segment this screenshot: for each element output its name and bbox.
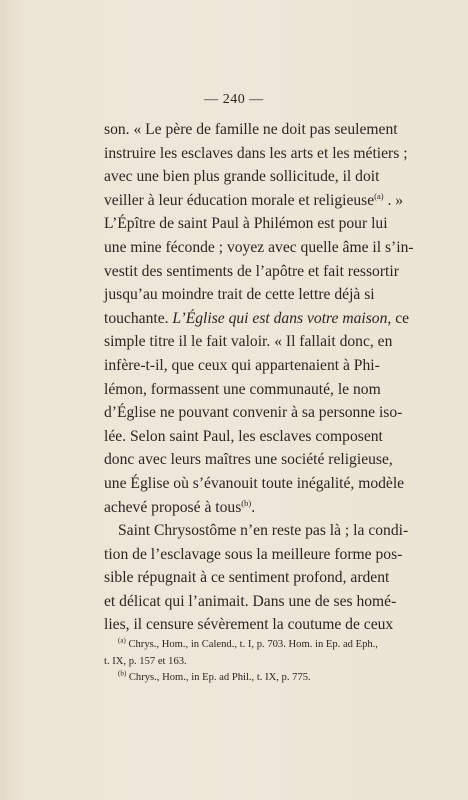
text-line <box>104 283 375 307</box>
page-number: — 240 — <box>204 92 264 107</box>
text-line <box>104 307 410 331</box>
text-segment: sible répugnait à ce sentiment profond, ardent <box>104 569 390 587</box>
text-segment: L’Épître de saint Paul à Philémon est pour lui <box>104 215 388 233</box>
text-line <box>104 354 380 378</box>
footnote-text: Chrys., Hom., in Calend., t. I, p. 703. Hom. in Ep. ad Eph., <box>128 639 378 650</box>
text-segment: donc avec leurs maîtres une société religieuse, <box>104 451 393 469</box>
text-segment: son. « Le père de famille ne doit pas seulement <box>104 121 398 138</box>
text-segment: jusqu’au moindre trait de cette lettre déjà si <box>104 286 375 304</box>
text-segment: lée. Selon saint Paul, les esclaves composent <box>104 427 383 445</box>
text-line <box>104 212 388 236</box>
text-segment: Saint Chrysostôme n’en reste pas là ; la condi- <box>118 522 409 540</box>
footnote-mark: (b) <box>118 669 127 678</box>
text-segment: . <box>251 498 256 516</box>
text-line <box>104 165 380 189</box>
text-segment: avec une bien plus grande sollicitude, il doit <box>104 168 380 186</box>
italic-quote: L’Église qui est dans votre maison <box>172 309 388 327</box>
footnote-reference: (a) <box>374 190 384 201</box>
text-segment: une Église où s’évanouit toute inégalité, modèle <box>104 474 405 492</box>
text-line <box>104 378 381 402</box>
text-segment: lémon, formassent une communauté, le nom <box>104 380 381 398</box>
text-segment: tion de l’esclavage sous la meilleure forme pos- <box>104 545 403 563</box>
text-segment: infère-t-il, que ceux qui appartenaient à Phi- <box>104 356 380 374</box>
text-line <box>104 142 408 166</box>
text-line <box>104 260 399 284</box>
text-line <box>104 425 383 449</box>
text-segment: . » <box>383 191 404 209</box>
footnotes <box>104 636 378 687</box>
footnote-reference: (b) <box>241 497 252 508</box>
text-segment: d’Église ne pouvant convenir à sa personne iso- <box>104 404 403 422</box>
text-segment: lies, il censure sévèrement la coutume de ceux <box>104 616 394 634</box>
body-text <box>104 118 414 637</box>
text-segment: achevé proposé à tous <box>104 498 242 516</box>
text-segment: simple titre il le fait valoir. « Il fallait donc, en <box>104 333 393 351</box>
text-line <box>104 496 370 520</box>
text-segment: , ce <box>387 309 410 327</box>
text-line <box>104 590 397 614</box>
text-segment: vestit des sentiments de l’apôtre et fait ressortir <box>104 262 399 280</box>
footnote-line <box>104 670 370 687</box>
text-line <box>104 543 403 567</box>
text-line <box>104 448 393 472</box>
text-line <box>104 519 409 543</box>
text-line <box>104 472 405 496</box>
text-segment: une mine féconde ; voyez avec quelle âme il s’in- <box>104 238 414 256</box>
footnote-line <box>104 654 370 671</box>
text-line <box>104 566 390 590</box>
text-line <box>104 236 414 260</box>
footnote-mark: (a) <box>118 636 126 645</box>
text-segment: veiller à leur éducation morale et religieuse <box>104 191 375 209</box>
text-line <box>104 189 404 213</box>
footnote-text: Chrys., Hom., in Ep. ad Phil., t. IX, p. 775. <box>128 672 311 683</box>
footnote-text: t. IX, p. 157 et 163. <box>104 655 187 667</box>
text-segment: et délicat qui l’animait. Dans une de ses homé- <box>104 592 397 610</box>
text-line <box>104 613 394 637</box>
footnote-line <box>104 636 378 654</box>
text-line <box>104 401 403 425</box>
text-line <box>104 118 398 142</box>
text-line <box>104 330 393 354</box>
text-segment: touchante. <box>104 309 173 327</box>
text-segment: instruire les esclaves dans les arts et les métiers ; <box>104 144 408 162</box>
